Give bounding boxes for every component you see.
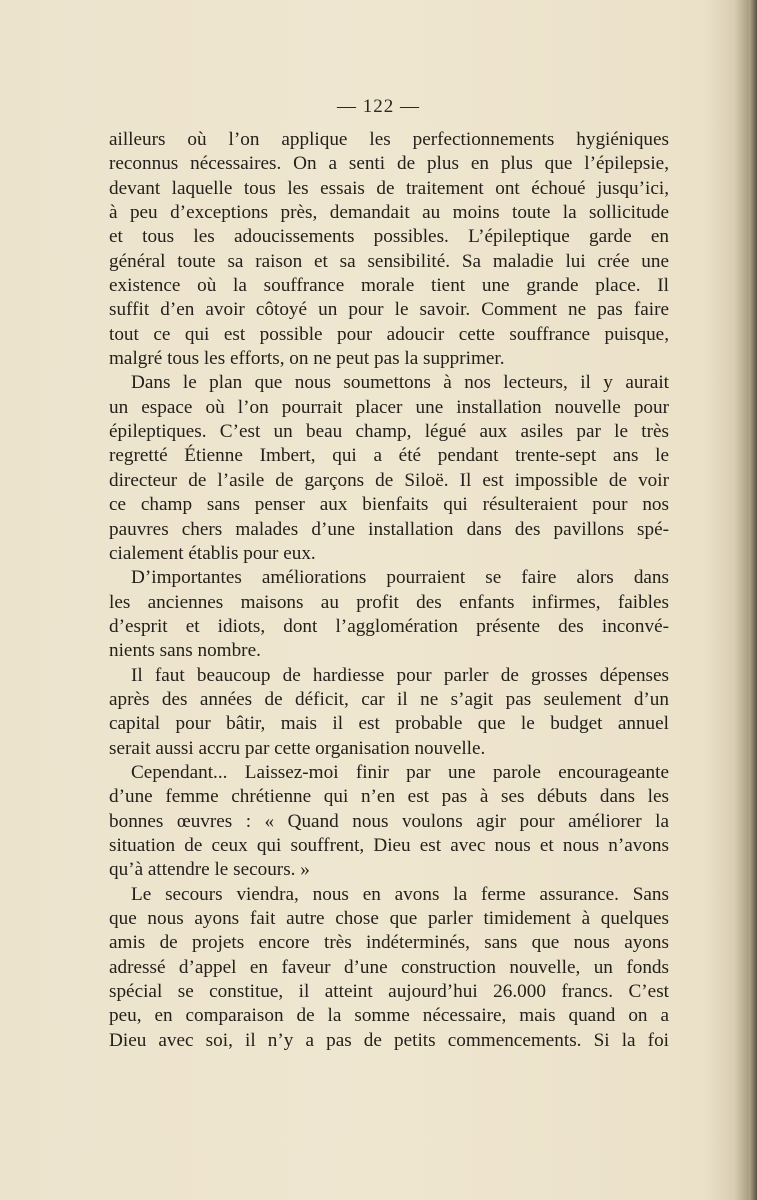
text-line: serait aussi accru par cette organisation nouvelle.: [109, 737, 486, 759]
text-line: que nous ayons fait autre chose que parler timidement à quelques: [109, 908, 669, 929]
text-line: D’importantes améliorations pourraient se faire alors dans: [131, 567, 669, 589]
paragraph: [109, 371, 669, 566]
text-line: épileptiques. C’est un beau champ, légué aux asiles par le très: [109, 421, 669, 443]
paragraph: [109, 128, 669, 371]
text-line: les anciennes maisons au profit des enfants infirmes, faibles: [109, 591, 669, 613]
text-line: Cependant... Laissez-moi finir par une parole encourageante: [131, 761, 669, 783]
text-line: peu, en comparaison de la somme nécessaire, mais quand on a: [109, 1005, 669, 1027]
text-line: suffit d’en avoir côtoyé un pour le savoir. Comment ne pas faire: [109, 299, 669, 321]
text-line: un espace où l’on pourrait placer une installation nouvelle pour: [109, 396, 669, 418]
text-line: reconnus nécessaires. On a senti de plus en plus que l’épilepsie,: [109, 153, 669, 175]
text-line: bonnes œuvres : « Quand nous voulons agir pour améliorer la: [109, 810, 669, 832]
text-line: cialement établis pour eux.: [109, 542, 316, 564]
text-line: et tous les adoucissements possibles. L’épileptique garde en: [109, 226, 669, 248]
text-line: qu’à attendre le secours. »: [109, 859, 310, 881]
text-line: à peu d’exceptions près, demandait au moins toute la sollicitude: [109, 202, 669, 224]
text-line: ailleurs où l’on applique les perfectionnements hygiéniques: [109, 129, 669, 150]
text-line: malgré tous les efforts, on ne peut pas la supprimer.: [109, 348, 505, 370]
paragraph: [109, 566, 669, 663]
text-line: adressé d’appel en faveur d’une construction nouvelle, un fonds: [109, 956, 669, 978]
text-line: ce champ sans penser aux bienfaits qui résulteraient pour nos: [109, 494, 669, 516]
paragraph: [109, 761, 669, 883]
text-line: d’une femme chrétienne qui n’en est pas à ses débuts dans les: [109, 786, 669, 808]
text-line: Dans le plan que nous soumettons à nos lecteurs, il y aurait: [131, 372, 669, 394]
text-line: Dieu avec soi, il n’y a pas de petits commencements. Si la foi: [109, 1029, 669, 1051]
text-line: Il faut beaucoup de hardiesse pour parler de grosses dépenses: [131, 664, 669, 686]
text-line: devant laquelle tous les essais de traitement ont échoué jusqu’ici,: [109, 177, 669, 199]
text-line: pauvres chers malades d’une installation dans des pavillons spé-: [109, 518, 669, 540]
paragraph: [109, 664, 669, 761]
text-line: général toute sa raison et sa sensibilité. Sa maladie lui crée une: [109, 250, 669, 272]
text-line: spécial se constitue, il atteint aujourd’hui 26.000 francs. C’est: [109, 981, 669, 1003]
text-line: après des années de déficit, car il ne s’agit pas seulement d’un: [109, 688, 669, 710]
text-line: d’esprit et idiots, dont l’agglomération présente des inconvé-: [109, 615, 669, 637]
text-line: regretté Étienne Imbert, qui a été pendant trente-sept ans le: [109, 445, 669, 467]
text-line: situation de ceux qui souffrent, Dieu est avec nous et nous n’avons: [109, 834, 669, 856]
paragraph: [109, 883, 669, 1053]
text-line: capital pour bâtir, mais il est probable que le budget annuel: [109, 713, 669, 735]
text-line: existence où la souffrance morale tient une grande place. Il: [109, 275, 669, 297]
text-line: nients sans nombre.: [109, 640, 261, 662]
page-edge-shadow: [749, 0, 757, 1200]
body-text: [109, 128, 669, 1053]
text-line: amis de projets encore très indéterminés, sans que nous ayons: [109, 932, 669, 954]
text-line: Le secours viendra, nous en avons la ferme assurance. Sans: [131, 883, 669, 905]
text-line: tout ce qui est possible pour adoucir cette souffrance puisque,: [109, 323, 669, 345]
text-line: directeur de l’asile de garçons de Siloë. Il est impossible de voir: [109, 469, 669, 491]
page-number: — 122 —: [337, 96, 420, 117]
